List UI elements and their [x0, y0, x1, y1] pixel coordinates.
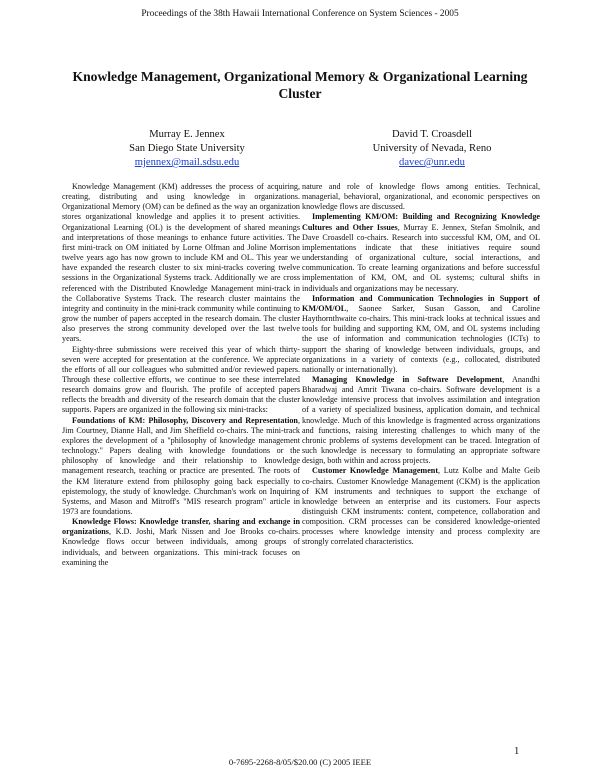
- author-name: David T. Croasdell: [392, 129, 472, 140]
- minitrack-heading: Customer Knowledge Management: [312, 466, 439, 476]
- author-email-link[interactable]: mjennex@mail.sdsu.edu: [134, 157, 240, 168]
- body-paragraph: Managing Knowledge in Software Development, Anandhi Bharadwaj and Amrit Tiwana co-chairs. Software development is a knowledge intensive process that involves assimilation and integration of a variety of specialized business, application domain, and technical knowledge. Much of this knowledge is fragmented across organizations and functions, raising interesting challenges to which many of the chronic problems of systems development can be traced. Integration of such knowledge is necessary to formulating an appropriate software design, both within and across projects.: [302, 374, 540, 466]
- body-paragraph: Knowledge Management (KM) addresses the process of acquiring, creating, distributing and using knowledge in organizations. Organizational Memory (OM) can be defined as the way an organization stores organizational knowledge and applies it to present activities. Organizational Learning (OL) is the development of shared meanings and interpretations of those meanings to enhance future activities. The first mini-track on OM initiated by Lorne Olfman and Joline Morrison twelve years ago has now grown to include KM and OL. This year we have expanded the research cluster to six mini-tracks covering twelve sessions in the Organizational Systems track. Additionally we are cross referenced with the Distributed Knowledge Management mini-track in the Collaborative Systems Track. The research cluster maintains the integrity and continuity in the mini-track community while continuing to grow the number of papers accepted in the research domain. The cluster also preserves the strong community developed over the last twelve years.: [62, 182, 300, 344]
- minitrack-heading: Managing Knowledge in Software Development: [312, 374, 503, 384]
- author-affiliation: San Diego State University: [129, 143, 245, 154]
- author-name: Murray E. Jennex: [149, 129, 225, 140]
- author-affiliation: University of Nevada, Reno: [372, 143, 492, 154]
- right-text-column: [302, 182, 540, 548]
- minitrack-heading: Foundations of KM: Philosophy, Discovery and Representation: [72, 415, 298, 425]
- author-email-link[interactable]: davec@unr.edu: [399, 157, 465, 168]
- body-paragraph: Knowledge Flows: Knowledge transfer, sharing and exchange in organizations, K.D. Joshi, Mark Nissen and Joe Brooks co-chairs. Knowledge flows occur between individuals, among groups of individuals, and between organizations. This mini-track focuses on examining the: [62, 517, 300, 567]
- body-paragraph: Eighty-three submissions were received this year of which thirty-seven were accepted for presentation at the conference. We appreciate the efforts of all our colleagues who submitted and/or reviewed papers. Through these collective efforts, we continue to see these interrelated research domains grow and flourish. The profile of accepted papers reflects the breadth and diversity of the research domain that the cluster supports. Papers are organized in the following six mini-tracks:: [62, 344, 300, 415]
- body-paragraph: nature and role of knowledge flows among entities. Technical, managerial, behavioral, organizational, and economic perspectives on knowledge flows are discussed.: [302, 182, 540, 212]
- author-block-1: [92, 128, 282, 170]
- minitrack-heading: Implementing KM/OM: Building and Recognizing Knowledge Cultures and Other Issues: [302, 212, 540, 232]
- page-number: 1: [514, 746, 520, 757]
- minitrack-heading: Information and Communication Technologies in Support of KM/OM/OL: [302, 293, 540, 313]
- paper-title: Knowledge Management, Organizational Memory & Organizational Learning Cluster: [72, 69, 528, 101]
- minitrack-heading: Knowledge Flows: Knowledge transfer, sharing and exchange in organizations: [62, 517, 300, 537]
- body-paragraph: Implementing KM/OM: Building and Recognizing Knowledge Cultures and Other Issues, Murray E. Jennex, Stefan Smolnik, and Dave Croasdell co-chairs. Research into successful KM, OM, and OL implementations indicate that these initiatives require sound understanding of organizational culture, social interactions, and communication. To create learning organizations and before successful implementation of KM, OM, and OL systems; cultural shifts in individuals and organizations may be necessary.: [302, 212, 540, 293]
- left-text-column: [62, 182, 300, 568]
- body-paragraph: Information and Communication Technologies in Support of KM/OM/OL, Saonee Sarker, Susan Gasson, and Caroline Haythornthwaite co-chairs. This mini-track looks at technical issues and tools for building and supporting KM, OM, and OL systems including the use of information and communication technologies (ICTs) to support the sharing of knowledge between individuals, groups, and organizations in a variety of contexts (e.g., collocated, distributed nationally or internationally).: [302, 293, 540, 374]
- body-paragraph: Foundations of KM: Philosophy, Discovery and Representation, Jim Courtney, Dianne Hall, and Jim Sheffield co-chairs. The mini-track explores the development of a "philosophy of knowledge management technology." Papers dealing with knowledge foundations or the philosophy of knowledge and their relationship to knowledge management research, teaching or practice are presented. The roots of the KM literature extend from philosophy going back especially to epistemology, the study of knowledge. Churchman's work on Inquiring Systems, and Mason and Mitroff's "MIS research program" article in 1973 are foundations.: [62, 415, 300, 516]
- running-header: Proceedings of the 38th Hawaii International Conference on System Sciences - 2005: [141, 9, 459, 19]
- copyright-footer: 0-7695-2268-8/05/$20.00 (C) 2005 IEEE: [228, 757, 372, 767]
- body-paragraph: Customer Knowledge Management, Lutz Kolbe and Malte Geib co-chairs. Customer Knowledge Management (CKM) is the application of KM instruments and techniques to support the exchange of knowledge between an enterprise and its customers. Four aspects distinguish CKM instruments: content, competence, collaboration and composition. CRM processes can be considered knowledge-oriented processes where knowledge intensity and process complexity are strongly correlated characteristics.: [302, 466, 540, 547]
- author-block-2: [337, 128, 527, 170]
